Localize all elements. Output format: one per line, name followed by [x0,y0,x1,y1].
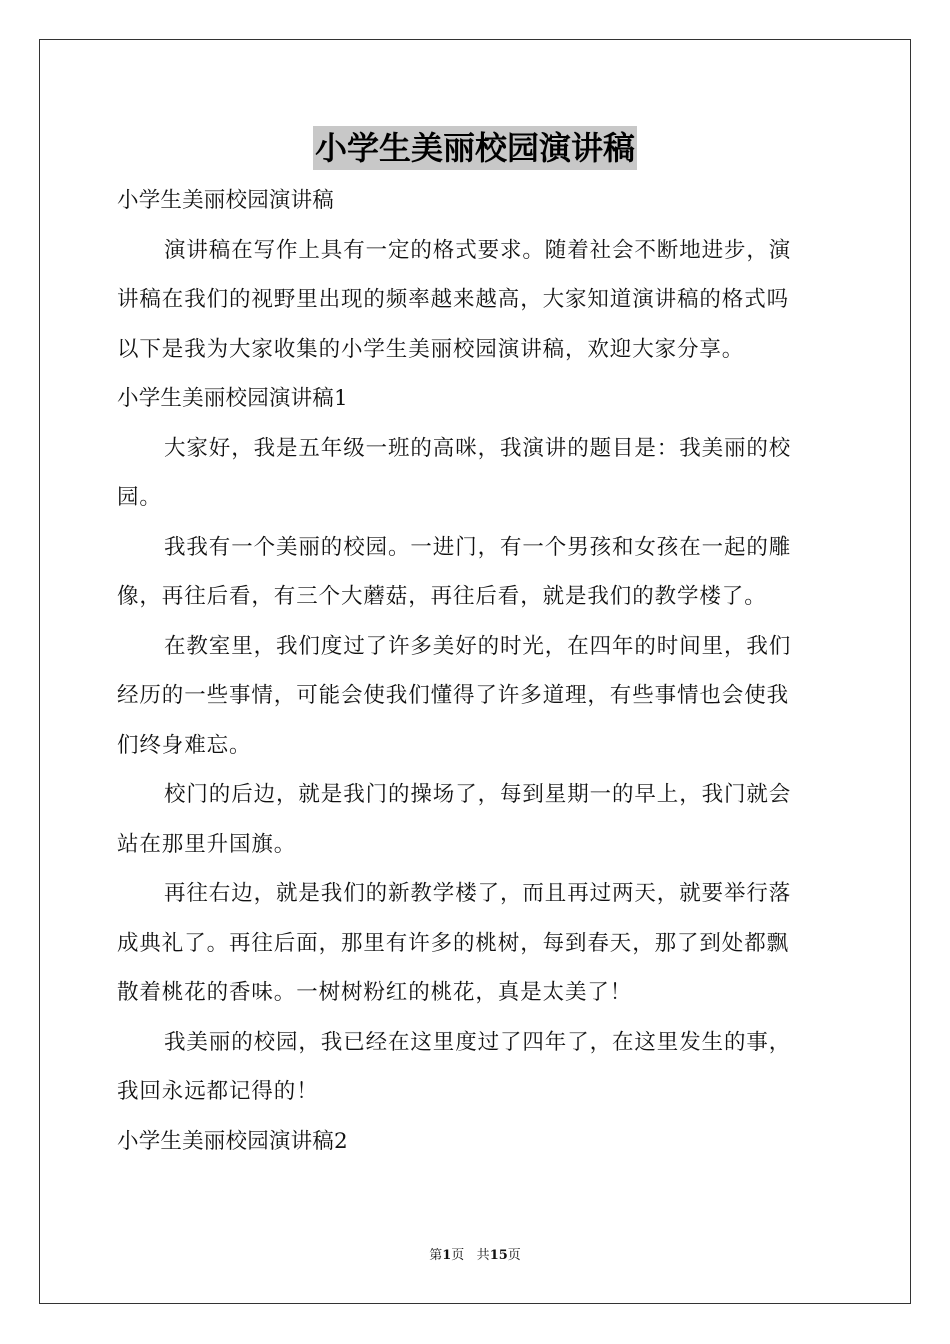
paragraph-line: 园。 [117,485,162,510]
title-container [0,126,950,170]
paragraph-line: 站在那里升国旗。 [117,831,297,857]
paragraph-line: 我美丽的校园，我已经在这里度过了四年了，在这里发生的事， [164,1029,792,1055]
paragraph-line: 们终身难忘。 [117,732,252,758]
total-page-count: 15 [489,1248,508,1263]
paragraph-line: 像，再往后看，有三个大蘑菇，再往后看，就是我们的教学楼了。 [117,584,767,609]
section-heading: 小学生美丽校园演讲稿1 [117,386,348,411]
page-footer [0,1247,950,1265]
footer-prefix: 第 [429,1248,443,1263]
section-heading: 小学生美丽校园演讲稿 [117,188,335,213]
paragraph-line: 成典礼了。再往后面，那里有许多的桃树，每到春天，那了到处都飘 [117,930,790,956]
paragraph-line: 经历的一些事情，可能会使我们懂得了许多道理，有些事情也会使我 [117,683,790,708]
paragraph-line: 讲稿在我们的视野里出现的频率越来越高，大家知道演讲稿的格式吗 [117,287,790,312]
paragraph-line: 校门的后边，就是我门的操场了，每到星期一的早上，我门就会 [164,782,792,807]
footer-total-prefix: 共 [476,1248,490,1263]
paragraph-line: 散着桃花的香味。一树树粉红的桃花，真是太美了！ [117,980,633,1005]
paragraph-line: 再往右边，就是我们的新教学楼了，而且再过两天，就要举行落 [164,881,792,906]
footer-page-suffix: 页 [451,1248,465,1263]
paragraph-line: 我我有一个美丽的校园。一进门，有一个男孩和女孩在一起的雕 [164,534,792,560]
paragraph-line: 我回永远都记得的！ [117,1079,319,1104]
document-title: 小学生美丽校园演讲稿 [313,126,637,170]
paragraph-line: 大家好，我是五年级一班的高咪，我演讲的题目是：我美丽的校 [164,435,792,461]
footer-total-suffix: 页 [507,1248,521,1263]
paragraph-line: 演讲稿在写作上具有一定的格式要求。随着社会不断地进步，演 [164,237,792,263]
paragraph-line: 在教室里，我们度过了许多美好的时光，在四年的时间里，我们 [164,633,792,659]
current-page-number: 1 [442,1248,452,1263]
paragraph-line: 以下是我为大家收集的小学生美丽校园演讲稿，欢迎大家分享。 [117,336,745,362]
document-body [117,176,833,1166]
section-heading: 小学生美丽校园演讲稿2 [117,1128,348,1154]
